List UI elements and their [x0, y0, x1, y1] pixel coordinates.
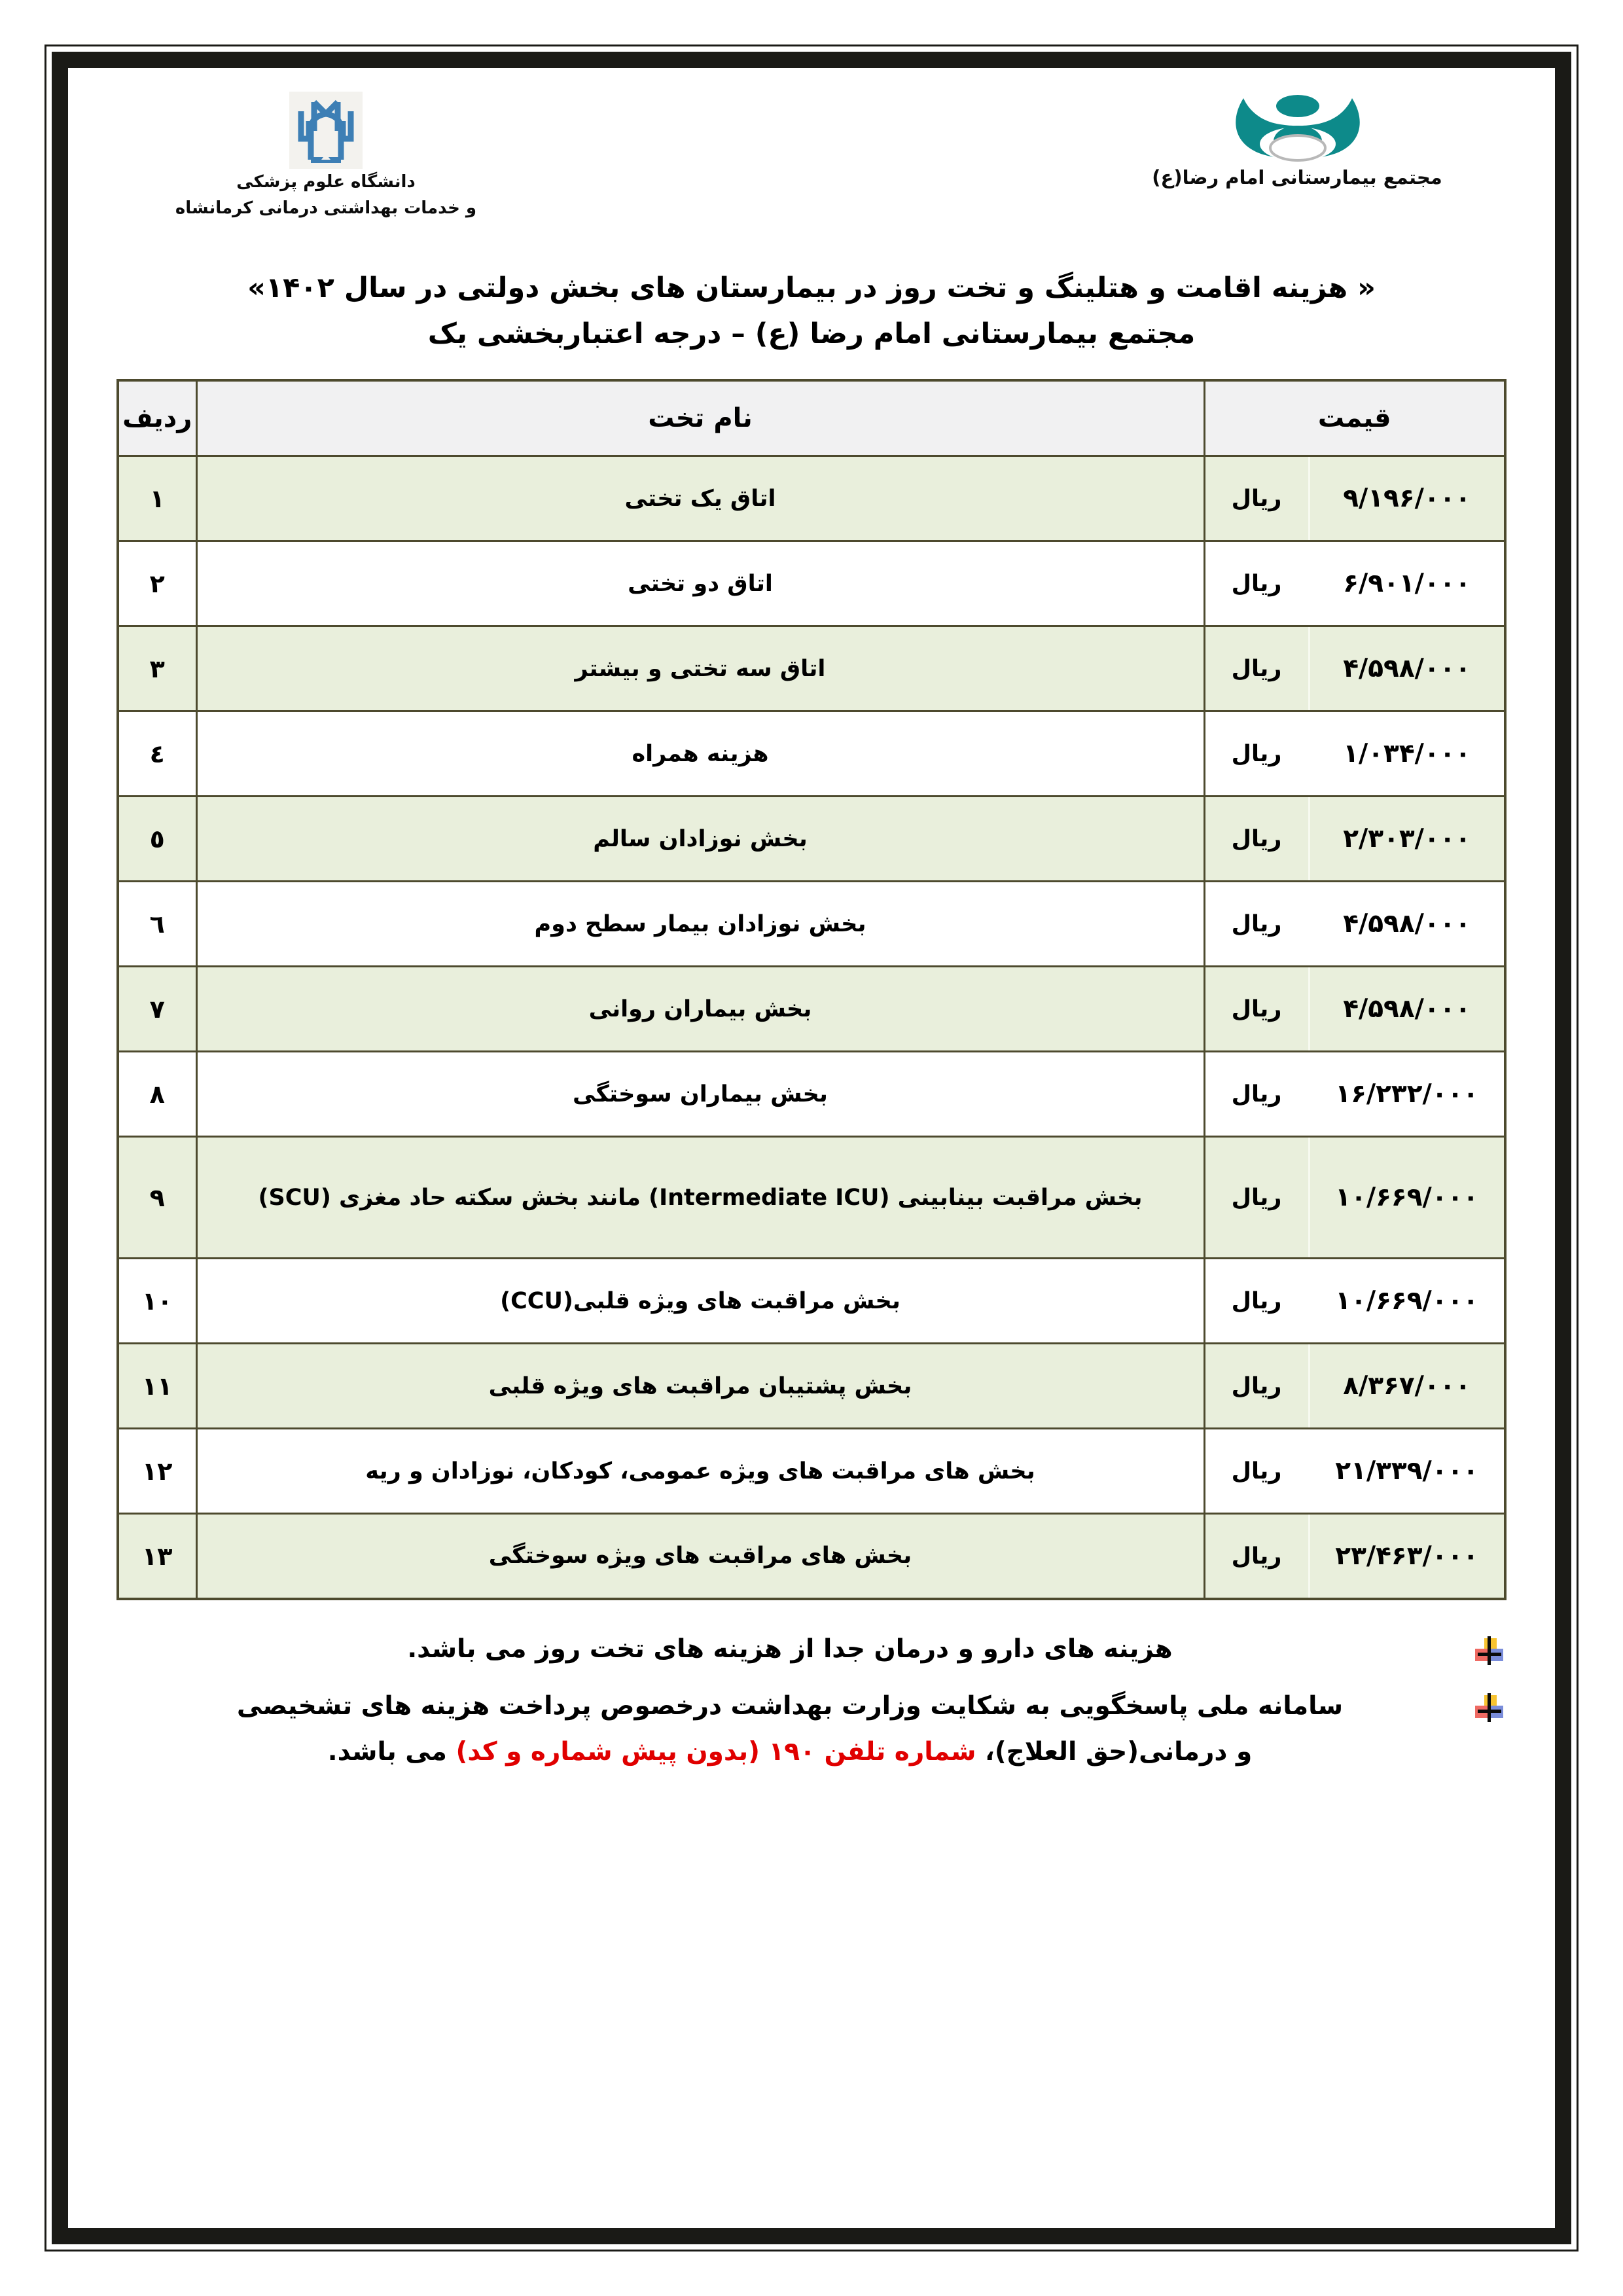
cell-price: ۴/۵۹۸/۰۰۰	[1309, 626, 1505, 711]
table-row	[118, 1137, 1505, 1259]
cell-price: ۲/۳۰۳/۰۰۰	[1309, 797, 1505, 882]
table-row	[118, 1429, 1505, 1514]
note-item-2	[116, 1683, 1507, 1774]
cell-currency-unit: ریال	[1204, 541, 1309, 626]
cell-row-number: ٤	[118, 711, 196, 797]
table-row	[118, 967, 1505, 1052]
cell-row-number: ۲	[118, 541, 196, 626]
bed-price-table	[116, 379, 1507, 1600]
cell-bed-name: بخش بیماران روانی	[196, 967, 1204, 1052]
cell-currency-unit: ریال	[1204, 1344, 1309, 1429]
cell-bed-name: اتاق دو تختی	[196, 541, 1204, 626]
university-header-block	[116, 92, 535, 222]
document-body	[77, 77, 1546, 2219]
cell-currency-unit: ریال	[1204, 797, 1309, 882]
cell-bed-name: بخش های مراقبت های ویژه سوختگی	[196, 1514, 1204, 1599]
cell-bed-name: بخش مراقبت بینابینی (Intermediate ICU) مانند بخش سکته حاد مغزی (SCU)	[196, 1137, 1204, 1259]
cell-price: ۴/۵۹۸/۰۰۰	[1309, 967, 1505, 1052]
cell-bed-name: بخش نوزادان سالم	[196, 797, 1204, 882]
table-row	[118, 882, 1505, 967]
cell-row-number: ۷	[118, 967, 196, 1052]
cell-price: ۱۰/۶۶۹/۰۰۰	[1309, 1259, 1505, 1344]
cell-price: ۸/۳۶۷/۰۰۰	[1309, 1344, 1505, 1429]
table-row	[118, 626, 1505, 711]
cell-currency-unit: ریال	[1204, 711, 1309, 797]
table-body	[118, 456, 1505, 1599]
cell-currency-unit: ریال	[1204, 882, 1309, 967]
cell-row-number: ۱۲	[118, 1429, 196, 1514]
cell-bed-name: اتاق سه تختی و بیشتر	[196, 626, 1204, 711]
cell-bed-name: بخش های مراقبت های ویژه عمومی، کودکان، نوزادان و ریه	[196, 1429, 1204, 1514]
cell-row-number: ۱۰	[118, 1259, 196, 1344]
cell-row-number: ۱	[118, 456, 196, 541]
cell-price: ۶/۹۰۱/۰۰۰	[1309, 541, 1505, 626]
tulip-emblem-icon	[289, 92, 363, 169]
cell-currency-unit: ریال	[1204, 1137, 1309, 1259]
cell-bed-name: هزینه همراه	[196, 711, 1204, 797]
cell-currency-unit: ریال	[1204, 1429, 1309, 1514]
table-row	[118, 797, 1505, 882]
page-title	[116, 266, 1507, 357]
cell-row-number: ۱۱	[118, 1344, 196, 1429]
university-name-line1: دانشگاه علوم پزشکی	[236, 172, 416, 192]
column-header-row-no: ردیف	[118, 380, 196, 456]
table-header-row	[118, 380, 1505, 456]
table-row	[118, 541, 1505, 626]
cell-row-number: ٦	[118, 882, 196, 967]
hospital-name-caption: مجتمع بیمارستانی امام رضا(ع)	[1152, 166, 1442, 188]
cell-currency-unit: ریال	[1204, 626, 1309, 711]
note-2-suffix: می باشد.	[327, 1736, 456, 1767]
cell-price: ۱۶/۲۳۲/۰۰۰	[1309, 1052, 1505, 1137]
university-name-line2: و خدمات بهداشتی درمانی کرمانشاه	[175, 198, 477, 219]
note-item-1	[116, 1626, 1507, 1672]
cell-price: ۹/۱۹۶/۰۰۰	[1309, 456, 1505, 541]
footer-notes	[116, 1626, 1507, 1774]
note-text-1: هزینه های دارو و درمان جدا از هزینه های تخت روز می باشد.	[407, 1634, 1173, 1664]
cell-currency-unit: ریال	[1204, 1259, 1309, 1344]
cell-price: ۴/۵۹۸/۰۰۰	[1309, 882, 1505, 967]
hospital-swirl-icon	[1217, 92, 1378, 164]
column-header-bed-name: نام تخت	[196, 380, 1204, 456]
hospital-header-block	[1088, 92, 1507, 188]
cell-price: ۱۰/۶۶۹/۰۰۰	[1309, 1137, 1505, 1259]
cell-row-number: ٥	[118, 797, 196, 882]
table-row	[118, 1344, 1505, 1429]
table-row	[118, 1259, 1505, 1344]
cell-bed-name: بخش نوزادان بیمار سطح دوم	[196, 882, 1204, 967]
cell-price: ۲۱/۳۳۹/۰۰۰	[1309, 1429, 1505, 1514]
table-row	[118, 456, 1505, 541]
document-header	[116, 92, 1507, 255]
cell-bed-name: بخش بیماران سوختگی	[196, 1052, 1204, 1137]
cell-bed-name: بخش مراقبت های ویژه قلبی(CCU)	[196, 1259, 1204, 1344]
cell-price: ۱/۰۳۴/۰۰۰	[1309, 711, 1505, 797]
cell-row-number: ۳	[118, 626, 196, 711]
note-2-prefix: و درمانی(حق العلاج)،	[976, 1736, 1253, 1767]
colored-squares-cross-bullet-icon	[1472, 1634, 1507, 1668]
table-row	[118, 1052, 1505, 1137]
note-text-2	[116, 1683, 1463, 1774]
cell-currency-unit: ریال	[1204, 456, 1309, 541]
cell-currency-unit: ریال	[1204, 1514, 1309, 1599]
cell-price: ۲۳/۴۶۳/۰۰۰	[1309, 1514, 1505, 1599]
column-header-price: قیمت	[1204, 380, 1505, 456]
table-row	[118, 1514, 1505, 1599]
colored-squares-cross-bullet-icon	[1472, 1691, 1507, 1725]
cell-bed-name: اتاق یک تختی	[196, 456, 1204, 541]
note-2-line-1: سامانه ملی پاسخگویی به شکایت وزارت بهداشت درخصوص پرداخت هزینه های تشخیصی	[236, 1691, 1344, 1721]
cell-currency-unit: ریال	[1204, 1052, 1309, 1137]
hotline-phone-highlight: شماره تلفن ۱۹۰ (بدون پیش شماره و کد)	[455, 1736, 976, 1767]
cell-row-number: ۹	[118, 1137, 196, 1259]
title-line-2: مجتمع بیمارستانی امام رضا (ع) – درجه اعتباربخشی یک	[427, 317, 1196, 350]
cell-row-number: ۱۳	[118, 1514, 196, 1599]
cell-currency-unit: ریال	[1204, 967, 1309, 1052]
table-row	[118, 711, 1505, 797]
cell-row-number: ۸	[118, 1052, 196, 1137]
title-line-1: « هزینه اقامت و هتلینگ و تخت روز در بیمارستان های بخش دولتی در سال ۱۴۰۲»	[247, 272, 1376, 304]
cell-bed-name: بخش پشتیبان مراقبت های ویژه قلبی	[196, 1344, 1204, 1429]
